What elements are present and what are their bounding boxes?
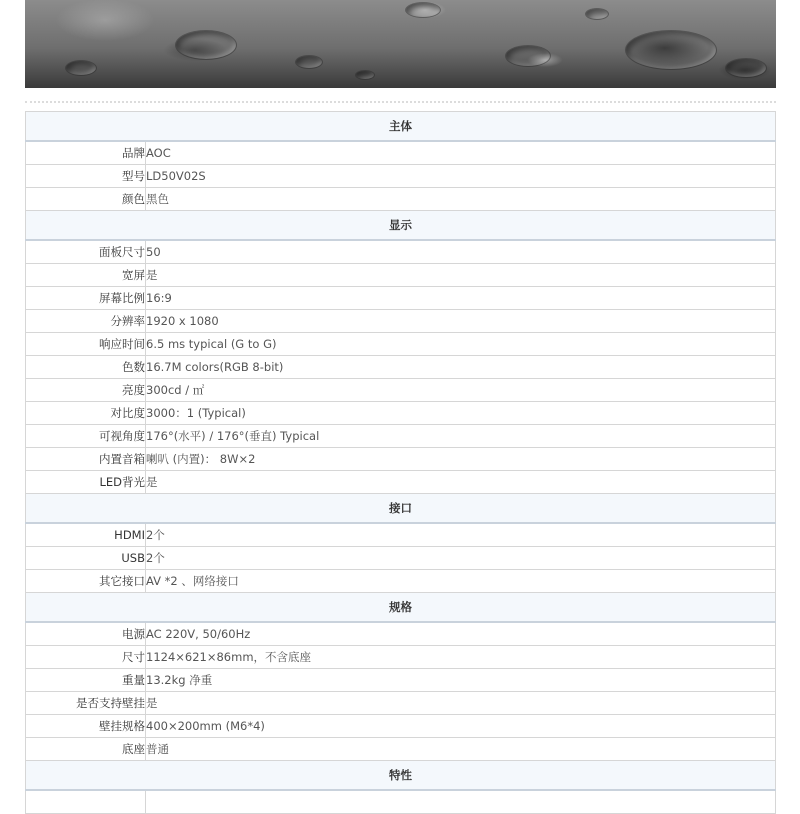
section-title: 显示 [26,211,776,241]
spec-value: AC 220V, 50/60Hz [146,622,776,646]
spec-label: HDMI [26,523,146,547]
section-header-specs [26,593,776,623]
spec-row-hdmi [26,523,776,547]
spec-row-color [26,188,776,211]
spec-value: AOC [146,141,776,165]
spec-label: 品牌 [26,141,146,165]
spec-label: LED背光 [26,471,146,494]
section-title: 规格 [26,593,776,623]
spec-value: 是 [146,692,776,715]
section-title: 接口 [26,494,776,524]
spec-value: 1124×621×86mm，不含底座 [146,646,776,669]
spec-row-viewing-angle [26,425,776,448]
spec-row-colors [26,356,776,379]
spec-label: 型号 [26,165,146,188]
spec-row-widescreen [26,264,776,287]
spec-row-brand [26,141,776,165]
spec-row-stand [26,738,776,761]
spec-label: 色数 [26,356,146,379]
spec-row-resolution [26,310,776,333]
moon-surface-banner-image [25,0,776,88]
spec-label: 宽屏 [26,264,146,287]
spec-value: 176°(水平) / 176°(垂直) Typical [146,425,776,448]
section-header-display [26,211,776,241]
spec-table [25,111,776,814]
spec-value [146,790,776,814]
spec-value: 16:9 [146,287,776,310]
spec-label: 底座 [26,738,146,761]
spec-value: 50 [146,240,776,264]
section-header-ports [26,494,776,524]
spec-label: 面板尺寸 [26,240,146,264]
spec-row-power [26,622,776,646]
spec-value: 1920 x 1080 [146,310,776,333]
spec-label: 壁挂规格 [26,715,146,738]
spec-row-model [26,165,776,188]
spec-value: 喇叭 (内置)： 8W×2 [146,448,776,471]
spec-row-dimensions [26,646,776,669]
spec-row-speakers [26,448,776,471]
spec-label: 是否支持壁挂 [26,692,146,715]
spec-value: 是 [146,264,776,287]
spec-row-aspect-ratio [26,287,776,310]
spec-label: 颜色 [26,188,146,211]
section-header-main [26,112,776,142]
spec-value: 16.7M colors(RGB 8-bit) [146,356,776,379]
spec-value: 13.2kg 净重 [146,669,776,692]
spec-row-contrast [26,402,776,425]
spec-row-response-time [26,333,776,356]
spec-row-weight [26,669,776,692]
spec-label: USB [26,547,146,570]
spec-value: 2个 [146,523,776,547]
dotted-divider [25,101,776,103]
spec-row-usb [26,547,776,570]
spec-row-wall-mount-support [26,692,776,715]
spec-value: 400×200mm (M6*4) [146,715,776,738]
section-header-features [26,761,776,791]
spec-row-wall-mount-spec [26,715,776,738]
spec-value: 黑色 [146,188,776,211]
spec-row-brightness [26,379,776,402]
spec-value: AV *2 、网络接口 [146,570,776,593]
spec-label [26,790,146,814]
spec-label: 屏幕比例 [26,287,146,310]
spec-value: 300cd / ㎡ [146,379,776,402]
spec-label: 尺寸 [26,646,146,669]
spec-value: 是 [146,471,776,494]
spec-row-other-ports [26,570,776,593]
spec-label: 内置音箱 [26,448,146,471]
spec-label: 对比度 [26,402,146,425]
spec-row-partial [26,790,776,814]
spec-label: 电源 [26,622,146,646]
section-title: 主体 [26,112,776,142]
spec-label: 亮度 [26,379,146,402]
spec-value: 2个 [146,547,776,570]
spec-value: LD50V02S [146,165,776,188]
spec-label: 响应时间 [26,333,146,356]
spec-row-panel-size [26,240,776,264]
spec-label: 可视角度 [26,425,146,448]
spec-label: 分辨率 [26,310,146,333]
spec-row-led-backlight [26,471,776,494]
spec-value: 6.5 ms typical (G to G) [146,333,776,356]
spec-label: 其它接口 [26,570,146,593]
spec-value: 3000：1 (Typical) [146,402,776,425]
section-title: 特性 [26,761,776,791]
spec-value: 普通 [146,738,776,761]
spec-label: 重量 [26,669,146,692]
